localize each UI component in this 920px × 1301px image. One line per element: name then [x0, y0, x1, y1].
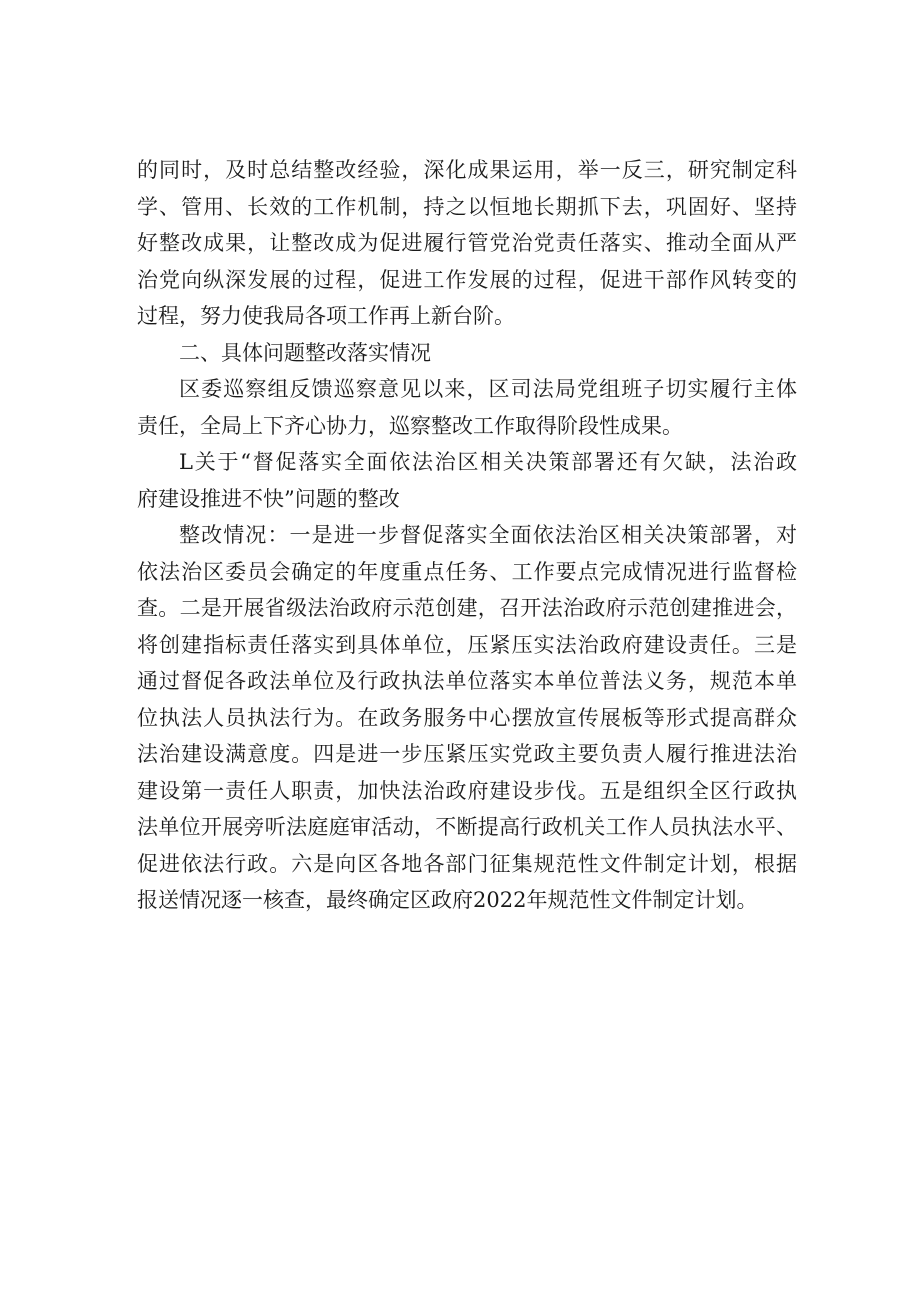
body-line: 过程，努力使我局各项工作再上新台阶。	[137, 304, 515, 328]
subsection-heading: L关于“督促落实全面依法治区相关决策部署还有欠缺，法治政	[179, 450, 797, 474]
subsection-heading: 府建设推进不快”问题的整改	[137, 486, 400, 511]
body-line: 好整改成果，让整改成为促进履行管党治党责任落实、推动全面从严	[137, 231, 797, 255]
section-heading: 二、具体问题整改落实情况	[179, 340, 431, 365]
body-line: 学、管用、长效的工作机制，持之以恒地长期抓下去，巩固好、坚持	[137, 194, 797, 219]
body-line: 责任，全局上下齐心协力，巡察整改工作取得阶段性成果。	[137, 413, 683, 438]
document-body	[137, 152, 797, 919]
body-line: 将创建指标责任落实到具体单位，压紧压实法治政府建设责任。三是	[137, 632, 797, 657]
body-line: 法治建设满意度。四是进一步压紧压实党政主要负责人履行推进法治	[137, 742, 797, 766]
body-line: 报送情况逐一核查，最终确定区政府2022年规范性文件制定计划。	[137, 888, 758, 912]
body-line: 的同时，及时总结整改经验，深化成果运用，举一反三，研究制定科	[137, 158, 797, 182]
body-line: 治党向纵深发展的过程，促进工作发展的过程，促进干部作风转变的	[137, 267, 797, 292]
body-line: 促进依法行政。六是向区各地各部门征集规范性文件制定计划，根据	[137, 851, 797, 876]
body-line: 整改情况：一是进一步督促落实全面依法治区相关决策部署，对	[179, 523, 797, 547]
body-line: 建设第一责任人职责，加快法治政府建设步伐。五是组织全区行政执	[137, 778, 797, 803]
body-line: 法单位开展旁听法庭庭审活动，不断提高行政机关工作人员执法水平、	[137, 815, 797, 839]
body-line: 查。二是开展省级法治政府示范创建，召开法治政府示范创建推进会，	[137, 596, 797, 620]
body-line: 区委巡察组反馈巡察意见以来，区司法局党组班子切实履行主体	[179, 377, 797, 401]
body-line: 通过督促各政法单位及行政执法单位落实本单位普法义务，规范本单	[137, 669, 797, 693]
body-line: 位执法人员执法行为。在政务服务中心摆放宣传展板等形式提高群众	[137, 705, 797, 730]
body-line: 依法治区委员会确定的年度重点任务、工作要点完成情况进行监督检	[137, 559, 797, 584]
